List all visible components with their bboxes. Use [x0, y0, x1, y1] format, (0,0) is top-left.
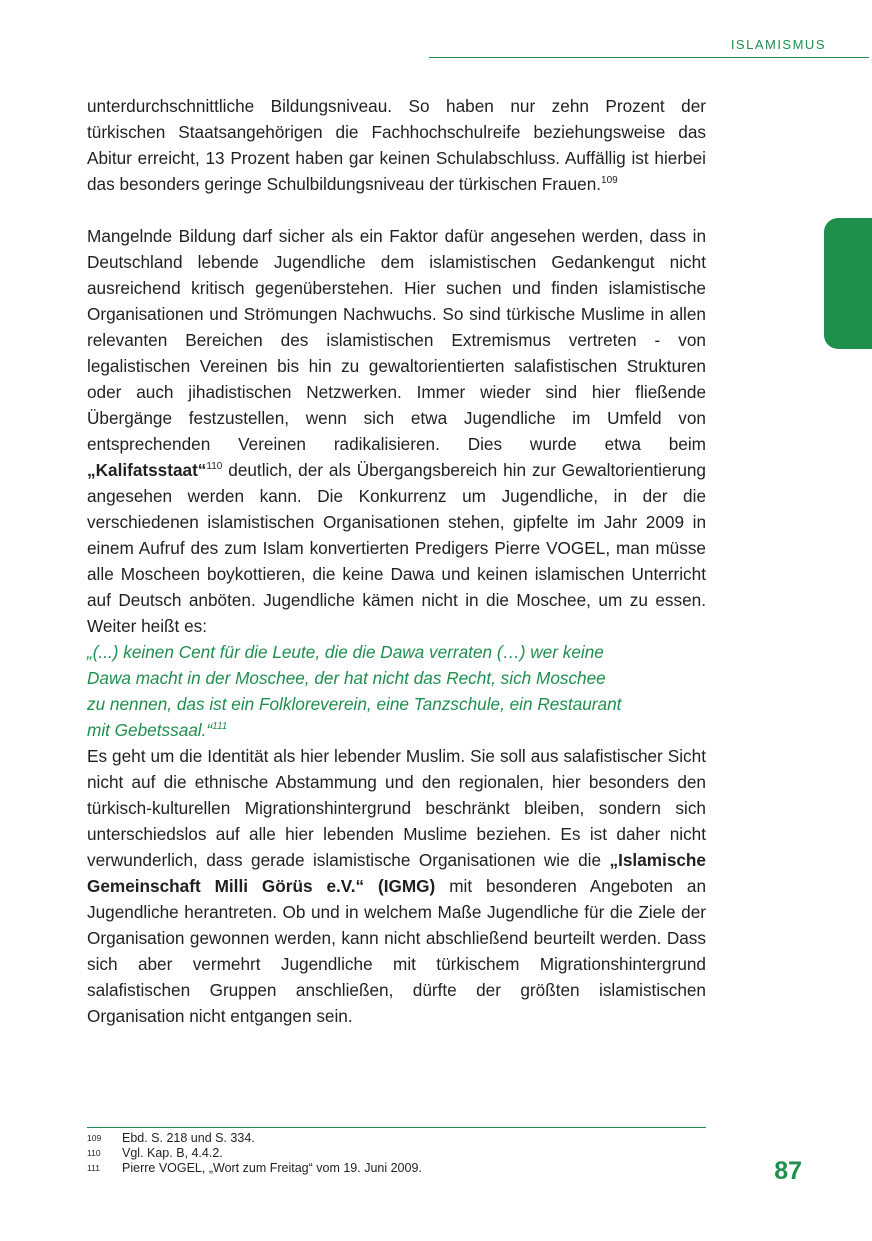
- paragraph-text: Es geht um die Identität als hier lebender Muslim. Sie soll aus salafistischer Sicht nicht auf die ethnische Abstammung und den regionalen, hier besonders den türkisch-kulturellen Migrationshintergrund beschränkt bleiben, sondern sich unterschiedslos auf alle hier lebenden Muslime beziehen. Es ist daher nicht verwunderlich, dass gerade islamistische Organisationen wie die: [87, 746, 706, 870]
- paragraph-1: [87, 93, 706, 197]
- term-igmg: „Islamische Gemeinschaft Milli Görüs e.V.“ (IGMG): [87, 850, 706, 896]
- block-quote: [87, 639, 627, 743]
- footnote-text: Vgl. Kap. B, 4.4.2.: [122, 1146, 223, 1160]
- section-label: ISLAMISMUS: [730, 37, 826, 52]
- body-text: [87, 93, 706, 1029]
- paragraph-text: mit besonderen Angeboten an Jugendliche herantreten. Ob und in welchem Maße Jugendliche für die Ziele der Organisation gewonnen werden, kann nicht abschließend beurteilt werden. Dass sich aber vermehrt Jugendliche mit türkischem Migrationshintergrund salafistischen Gruppen anschließen, dürfte der größten islamistischen Organisation nicht entgangen sein.: [87, 876, 707, 1026]
- footnote: [87, 1131, 707, 1146]
- paragraph-text: Mangelnde Bildung darf sicher als ein Faktor dafür angesehen werden, dass in Deutschland lebende Jugendliche dem islamistischen Gedankengut nicht ausreichend kritisch gegenüberstehen. Hier suchen und finden islamistische Organisationen und Strömungen Nachwuchs. So sind türkische Muslime in allen relevanten Bereichen des islamistischen Extremismus vertreten - von legalistischen Vereinen bis hin zu gewaltorientierten salafistischen Strukturen oder auch jihadistischen Netzwerken. Immer wieder sind hier fließende Übergänge festzustellen, wenn sich etwa Jugendliche im Umfeld von entsprechenden Vereinen radikalisieren. Dies wurde etwa beim: [87, 226, 706, 454]
- paragraph-text: unterdurchschnittliche Bildungsniveau. So haben nur zehn Prozent der türkischen Staatsangehörigen die Fachhochschulreife beziehungsweise das Abitur erreicht, 13 Prozent haben gar keinen Schulabschluss. Auffällig ist hierbei das besonders geringe Schulbildungsniveau der türkischen Frauen.: [87, 96, 706, 194]
- footnote-number: 111: [87, 1163, 100, 1173]
- footnote-ref-109: 109: [601, 175, 618, 186]
- page-number: 87: [774, 1157, 802, 1185]
- footnote-text: Pierre VOGEL, „Wort zum Freitag“ vom 19. Juni 2009.: [122, 1161, 422, 1175]
- footnote-number: 110: [87, 1148, 101, 1158]
- footnote-text: Ebd. S. 218 und S. 334.: [122, 1131, 255, 1145]
- quote-text: „(...) keinen Cent für die Leute, die die Dawa verraten (…) wer keine Dawa macht in der Moschee, der hat nicht das Recht, sich Moschee zu nennen, das ist ein Folkloreverein, eine Tanzschule, ein Restaurant mit Gebetssaal.“: [87, 642, 622, 740]
- footnote-ref-110: 110: [206, 461, 223, 472]
- paragraph-text: deutlich, der als Übergangsbereich hin zur Gewaltorientierung angesehen werden kann. Die Konkurrenz um Jugendliche, in der die verschiedenen islamistischen Organisationen stehen, gipfelte im Jahr 2009 in einem Aufruf des zum Islam konvertierten Predigers Pierre VOGEL, man müsse alle Moscheen boykottieren, die keine Dawa und keinen islamischen Unterricht auf Deutsch anböten. Jugendliche kämen nicht in die Moschee, um zu essen. Weiter heißt es:: [87, 460, 706, 636]
- paragraph-3: [87, 743, 706, 1029]
- footnotes: [87, 1131, 707, 1176]
- term-kalifatsstaat: „Kalifatsstaat“: [87, 460, 207, 480]
- footnote: [87, 1161, 707, 1176]
- paragraph-2: [87, 223, 706, 639]
- header-rule: [429, 57, 869, 58]
- footnote-rule: [87, 1127, 706, 1128]
- footnote-number: 109: [87, 1133, 102, 1143]
- chapter-tab: [824, 218, 872, 349]
- footnote-ref-111: 111: [212, 721, 228, 732]
- footnote: [87, 1146, 707, 1161]
